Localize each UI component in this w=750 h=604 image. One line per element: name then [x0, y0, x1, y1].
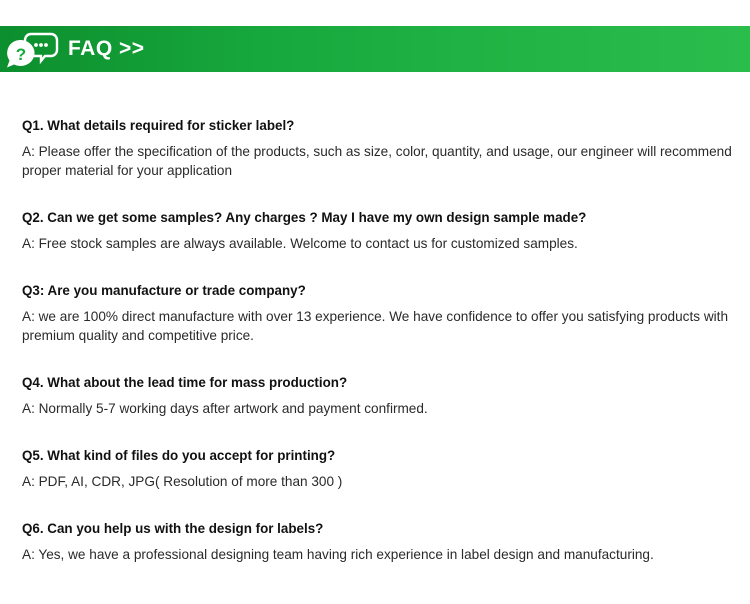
faq-item	[22, 375, 742, 418]
faq-answer: A: we are 100% direct manufacture with over 13 experience. We have confidence to offer you satisfying products with premium quality and competitive price.	[22, 309, 728, 343]
faq-item	[22, 118, 742, 180]
faq-question: Q1. What details required for sticker label?	[22, 118, 295, 133]
faq-item	[22, 210, 742, 253]
faq-answer: A: PDF, AI, CDR, JPG( Resolution of more than 300 )	[22, 474, 343, 489]
faq-answer: A: Yes, we have a professional designing team having rich experience in label design and manufacturing.	[22, 547, 654, 562]
faq-item	[22, 521, 742, 564]
faq-item	[22, 283, 742, 345]
faq-question: Q4. What about the lead time for mass production?	[22, 375, 348, 390]
faq-answer: A: Normally 5-7 working days after artwork and payment confirmed.	[22, 401, 428, 416]
faq-answer: A: Free stock samples are always available. Welcome to contact us for customized samples.	[22, 236, 578, 251]
faq-question: Q2. Can we get some samples? Any charges ? May I have my own design sample made?	[22, 210, 587, 225]
faq-list	[22, 118, 742, 564]
faq-question: Q6. Can you help us with the design for labels?	[22, 521, 324, 536]
page-title: FAQ >>	[68, 37, 145, 60]
faq-question: Q5. What kind of files do you accept for printing?	[22, 448, 336, 463]
question-chat-bubble-icon	[5, 30, 59, 72]
faq-item	[22, 448, 742, 491]
faq-question: Q3: Are you manufacture or trade company?	[22, 283, 306, 298]
faq-answer: A: Please offer the specification of the products, such as size, color, quantity, and usage, our engineer will recommend proper material for your application	[22, 144, 732, 178]
svg-text:?: ?	[15, 45, 27, 64]
